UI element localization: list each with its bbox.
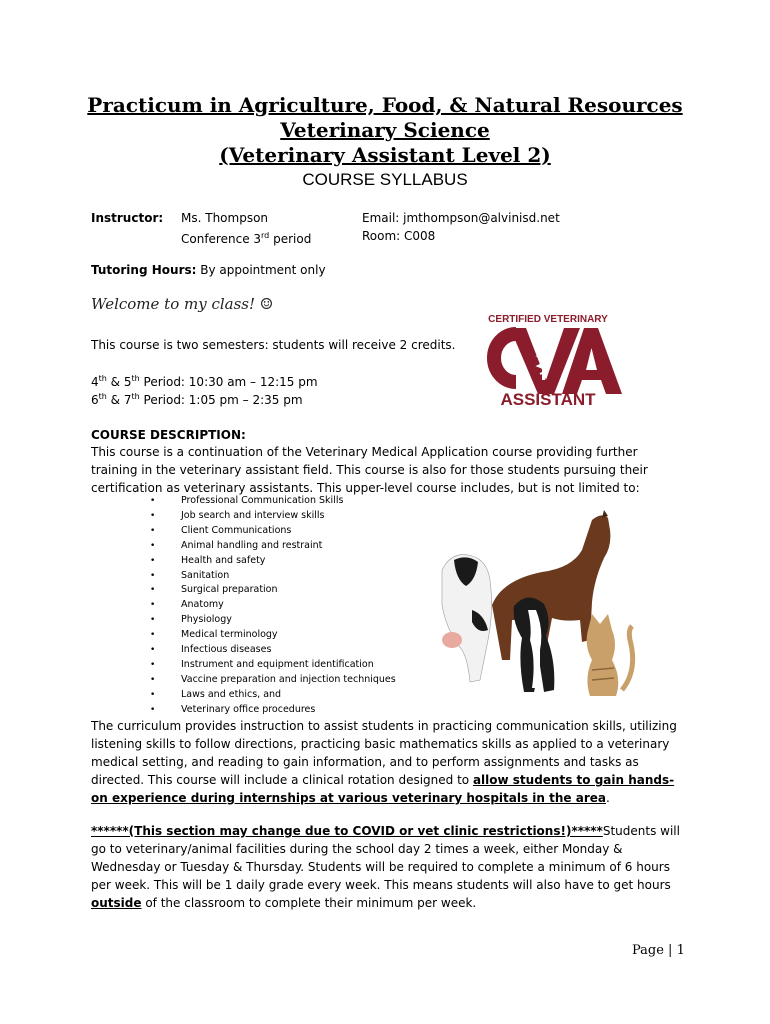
course-title-line-1: Practicum in Agriculture, Food, & Natural Resources [87, 93, 683, 117]
list-item [150, 673, 396, 688]
course-description-heading: COURSE DESCRIPTION: [91, 428, 246, 442]
bullet-icon: • [150, 585, 156, 596]
welcome-message: Welcome to my class! ☺ [91, 295, 274, 313]
conference-period [181, 227, 311, 248]
cow-nose [442, 632, 462, 648]
period-time: Period: 10:30 am – 12:15 pm [139, 375, 318, 389]
title-block [0, 93, 770, 191]
instructor-room: Room: C008 [362, 229, 436, 243]
conference-text: Conference 3 [181, 232, 262, 246]
bullet-icon: • [150, 659, 156, 670]
topic-label: Physiology [181, 614, 232, 626]
curriculum-emphasis: allow students to gain hands-on experience during internships at various veterinary hospitals in the area [91, 773, 675, 805]
list-item [150, 569, 396, 584]
topic-label: Professional Communication Skills [181, 495, 344, 506]
curriculum-text: The curriculum provides instruction to assist students in practicing communication skills, utilizing listening skills to follow directions, practicing basic mathematics skills as applied to a veterinary medical setting, and reading to gain information, and to perform assignments and tasks as directed. This course will include a clinical rotation designed to [91, 719, 677, 787]
topic-label: Medical terminology [181, 629, 278, 641]
bullet-icon: • [150, 510, 156, 521]
bullet-icon: • [150, 645, 156, 656]
topic-label: Sanitation [181, 569, 230, 581]
bullet-icon: • [150, 630, 156, 641]
topic-label: Client Communications [181, 524, 292, 536]
covid-paragraph [91, 822, 681, 912]
tutoring-label: Tutoring Hours: [91, 263, 197, 277]
horse-ear [602, 510, 608, 518]
topics-list [150, 494, 396, 718]
list-item [150, 613, 396, 628]
list-item [150, 494, 396, 509]
list-item [150, 643, 396, 658]
period-num: & 5 [106, 375, 132, 389]
bullet-icon: • [150, 570, 156, 581]
topic-label: Anatomy [181, 599, 224, 611]
logo-top-text: CERTIFIED VETERINARY [488, 314, 608, 325]
bullet-icon: • [150, 555, 156, 566]
list-item [150, 658, 396, 673]
course-syllabus-subtitle: COURSE SYLLABUS [302, 170, 468, 189]
list-item [150, 524, 396, 539]
conference-suffix: period [269, 232, 312, 246]
topic-label: Veterinary office procedures [181, 703, 316, 715]
list-item [150, 509, 396, 524]
covid-outside: outside [91, 896, 142, 910]
topic-label: Infectious diseases [181, 644, 272, 656]
period-sup: th [98, 392, 107, 401]
list-item [150, 688, 396, 703]
topic-label: Instrument and equipment identification [181, 658, 374, 670]
bullet-icon: • [150, 540, 156, 551]
bullet-icon: • [150, 525, 156, 536]
course-title-line-2: Veterinary Science [280, 118, 490, 142]
topic-label: Animal handling and restraint [181, 539, 323, 551]
instructor-name: Ms. Thompson [181, 211, 269, 225]
covid-text-a: Students will go to veterinary/animal facilities during the school day 2 times a week, either Monday & Wednesday or Tuesday & Thursday. Students will be required to complete a minimum of 6 hours per week. This will be 1 daily grade every week. This means students will also have to get hours [91, 824, 680, 892]
topic-label: Health and safety [181, 554, 266, 566]
period-num: & 7 [106, 393, 132, 407]
period-sup: th [131, 392, 140, 401]
list-item [150, 554, 396, 569]
list-item [150, 628, 396, 643]
period-num: 6 [91, 393, 99, 407]
cat-shape [587, 614, 619, 696]
conference-sup: rd [261, 231, 270, 240]
period-sup: th [131, 374, 140, 383]
list-item [150, 583, 396, 598]
cva-logo [472, 312, 624, 408]
instructor-email: Email: jmthompson@alvinisd.net [362, 211, 560, 225]
covid-warning: ******(This section may change due to COVID or vet clinic restrictions!)***** [91, 824, 603, 838]
period-time: Period: 1:05 pm – 2:35 pm [139, 393, 303, 407]
topic-label: Laws and ethics, and [181, 688, 282, 700]
tutoring-value: By appointment only [196, 263, 326, 277]
curriculum-end: . [605, 791, 610, 805]
topic-label: Surgical preparation [181, 584, 278, 596]
topic-label: Vaccine preparation and injection techniques [181, 673, 396, 685]
bullet-icon: • [150, 689, 156, 700]
curriculum-paragraph [91, 717, 681, 807]
page-number: Page | 1 [632, 943, 685, 958]
period-sup: th [98, 374, 107, 383]
credits-text: This course is two semesters: students will receive 2 credits. [91, 338, 456, 352]
bullet-icon: • [150, 704, 156, 715]
logo-bottom-text: ASSISTANT [500, 390, 596, 408]
cat-tail [622, 626, 633, 690]
list-item [150, 703, 396, 718]
course-description-intro: This course is a continuation of the Veterinary Medical Application course providing further training in the veterinary assistant field. This course is also for those students pursuing their certification as veterinary assistants. This upper-level course includes, but is not limited to: [91, 445, 648, 495]
bullet-icon: • [150, 496, 156, 506]
topic-label: Job search and interview skills [181, 509, 325, 521]
bullet-icon: • [150, 615, 156, 626]
covid-text-b: of the classroom to complete their minimum per week. [141, 896, 477, 910]
list-item [150, 539, 396, 554]
bullet-icon: • [150, 600, 156, 611]
instructor-label: Instructor: [91, 211, 164, 225]
animals-illustration [432, 510, 644, 700]
list-item [150, 598, 396, 613]
course-title-line-3: (Veterinary Assistant Level 2) [219, 143, 551, 167]
period-num: 4 [91, 375, 99, 389]
period-line-2 [91, 388, 303, 409]
tutoring-hours [91, 261, 326, 279]
bullet-icon: • [150, 674, 156, 685]
